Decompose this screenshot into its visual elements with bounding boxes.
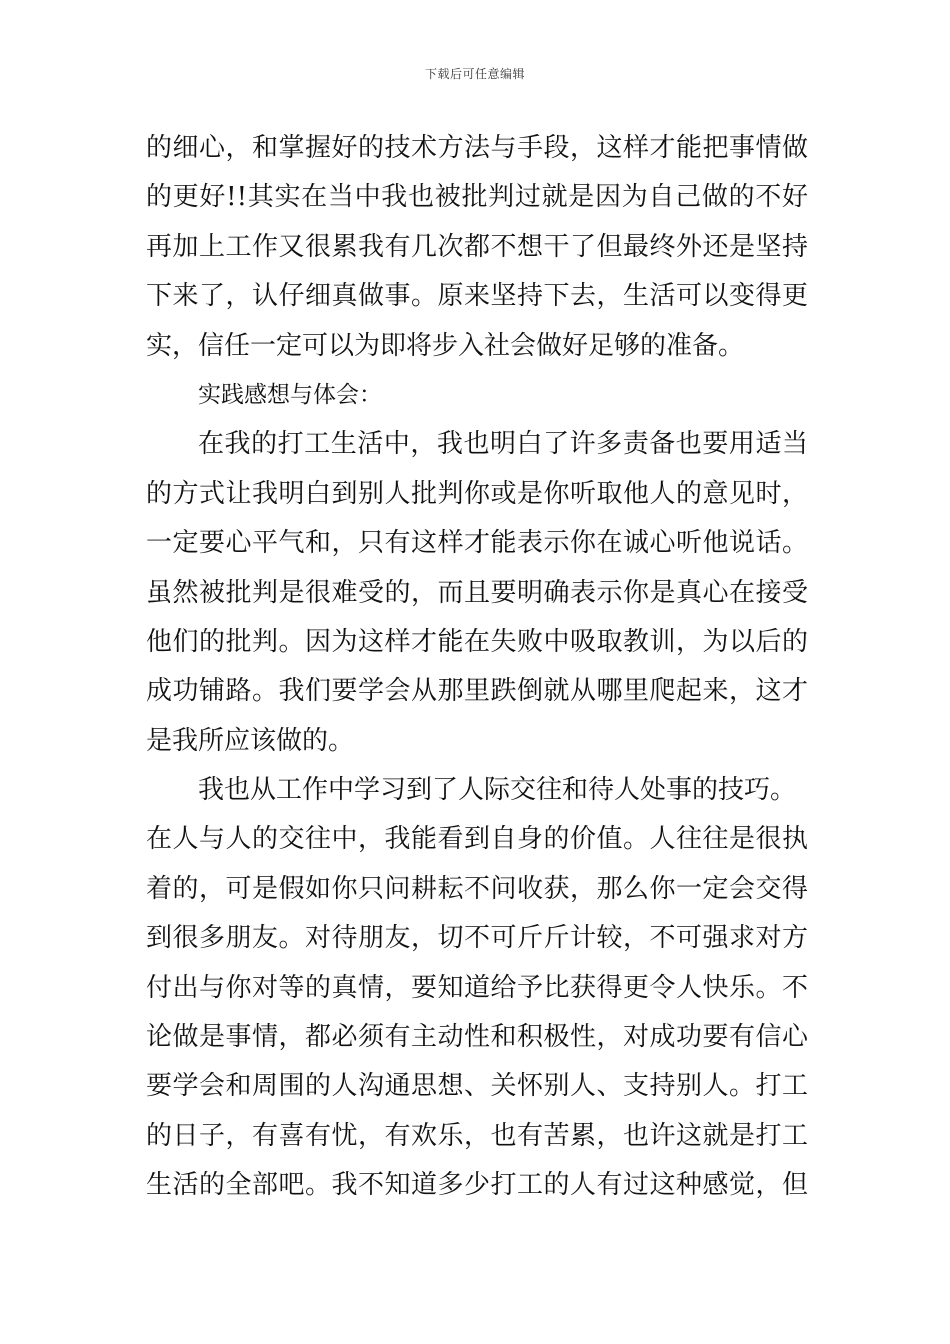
text-line: 我也从工作中学习到了人际交往和待人处事的技巧。 [198,775,797,806]
paragraph [146,420,808,766]
text-line: 要学会和周围的人沟通思想、关怀别人、支持别人。打工 [146,1071,808,1102]
text-line: 付出与你对等的真情，要知道给予比获得更令人快乐。不 [146,972,808,1003]
text-line: 在我的打工生活中，我也明白了许多责备也要用适当 [198,429,808,460]
text-line: 的更好!!其实在当中我也被批判过就是因为自己做的不好 [146,182,808,213]
text-line: 一定要心平气和，只有这样才能表示你在诚心听他说话。 [146,528,808,559]
text-line: 他们的批判。因为这样才能在失败中吸取教训，为以后的 [146,626,808,657]
text-line: 的方式让我明白到别人批判你或是你听取他人的意见时， [146,478,808,509]
text-line: 成功铺路。我们要学会从那里跌倒就从哪里爬起来，这才 [146,676,808,707]
text-line: 着的，可是假如你只问耕耘不问收获，那么你一定会交得 [146,873,808,904]
document-body [146,124,808,1211]
paragraph [146,124,808,371]
text-line: 到很多朋友。对待朋友，切不可斤斤计较，不可强求对方 [146,923,808,954]
text-line: 再加上工作又很累我有几次都不想干了但最终外还是坚持 [146,231,808,262]
section-heading [146,371,808,420]
text-line: 论做是事情，都必须有主动性和积极性，对成功要有信心 [146,1022,808,1053]
text-line: 的日子，有喜有忧，有欢乐，也有苦累，也许这就是打工 [146,1120,808,1151]
text-line: 生活的全部吧。我不知道多少打工的人有过这种感觉，但 [146,1170,808,1201]
text-line: 是我所应该做的。 [146,725,355,756]
text-line: 在人与人的交往中，我能看到自身的价值。人往往是很执 [146,824,808,855]
paragraph [146,766,808,1211]
text-line: 虽然被批判是很难受的，而且要明确表示你是真心在接受 [146,577,808,608]
text-line: 实，信任一定可以为即将步入社会做好足够的准备。 [146,330,745,361]
text-line: 下来了，认仔细真做事。原来坚持下去，生活可以变得更 [146,281,808,312]
page-header: 下载后可任意编辑 [424,67,525,81]
heading-text: 实践感想与体会： [198,381,382,408]
text-line: 的细心，和掌握好的技术方法与手段，这样才能把事情做 [146,133,808,163]
